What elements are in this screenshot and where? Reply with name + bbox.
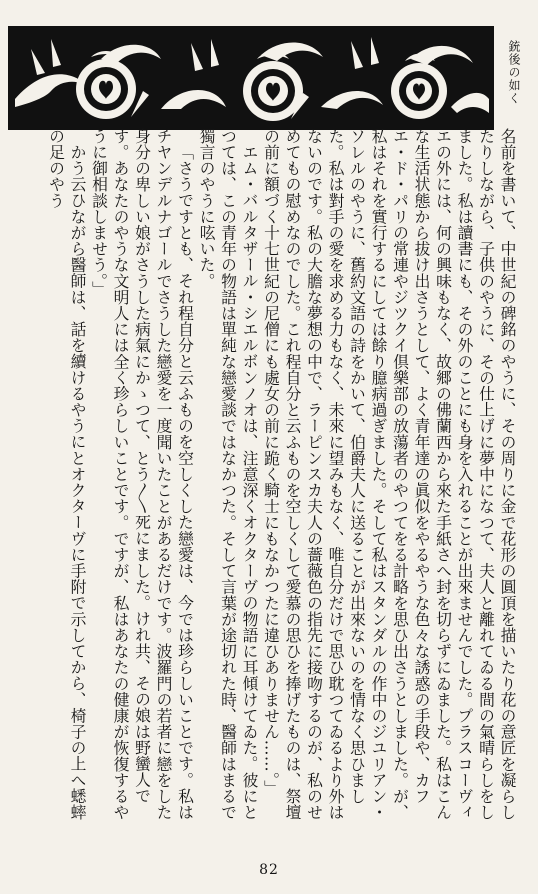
paragraph: 名前を書いて、中世紀の碑銘のやうに、その周りに金で花形の圓頂を描いたり花の意匠を凝らしたりしながら、子供のやうに、その仕上げに夢中になつて、夫人と離れてゐる間の氣晴らしをしました。私は讀書にも、その外のことにも身を入れることが出來ませんでした。プラスコーヴィエの外には、何の興味もなく、故郷の佛蘭西から來た手紙さへ封を切らずにゐました。私はこんな生活状態から拔け出さうとして、よく青年達の眞似をやるやうな色々な誘惑の手段や、カフエ・ド・パリの常連やジツクイ倶樂部の放蕩者のやつてをる計略を思ひ出さうとしました。が、私はそれを實行するにしては餘り臆病過ぎました。そして私はスタンダルの作中のジユリアン・ソレルのやうに、舊約文語の詩をかいて、伯爵夫人に送ることが出來ないのを情なく思ひました。私は對手の愛を求める力もなく、未來に望みもなく、唯自分だけで思ひ耽つてゐるより外はないのです。私の大膽な夢想の中で、ラーピンスカ夫人の薔薇色の指先に接吻するのが、私のせめてもの慰めなのでした。これ程自分と云ふものを空しくして愛慕の思ひを捧げたものは、祭壇の前に額づく十七世紀の尼僧にも處女の前に跪く騎士にもなかつたに違ひありません……。」 [261, 128, 517, 821]
body-text [22, 128, 518, 836]
paragraph: 「さうですとも、それ程自分と云ふものを空しくした戀愛は、今では珍らしいことです。私はチヤンデルナゴールでさうした戀愛を一度聞いたことがあるだけです。波羅門の若者に戀をした身分の卑しい娘がさうした病氣にかゝつて、とう〳〵死にました。けれ共、その娘は野蠻人です。あなたのやうな文明人には全く珍らしいことです。ですが、私はあなたの健康が恢復するやうに御相談しませう。」 [89, 128, 195, 821]
floral-woodcut-pattern [11, 29, 491, 127]
paragraph: かう云ひながら醫師は、話を續けるやうにとオクターヴに手附で示してから、椅子の上へ蟋蟀の足のやう [46, 128, 87, 820]
ornamental-header-banner [8, 26, 494, 130]
page-number: 82 [259, 862, 279, 878]
running-head: 銃後の如く [507, 40, 521, 105]
paragraph: エム・バルタザール・シエルボンノオは、注意深くオクターヴの物語に耳傾けてゐた。彼にとつては、この青年の物語は單純な戀愛談ではなかつた。そして言葉が途切れた時、醫師はまるで獨言のやうに呟いた。 [197, 128, 259, 821]
